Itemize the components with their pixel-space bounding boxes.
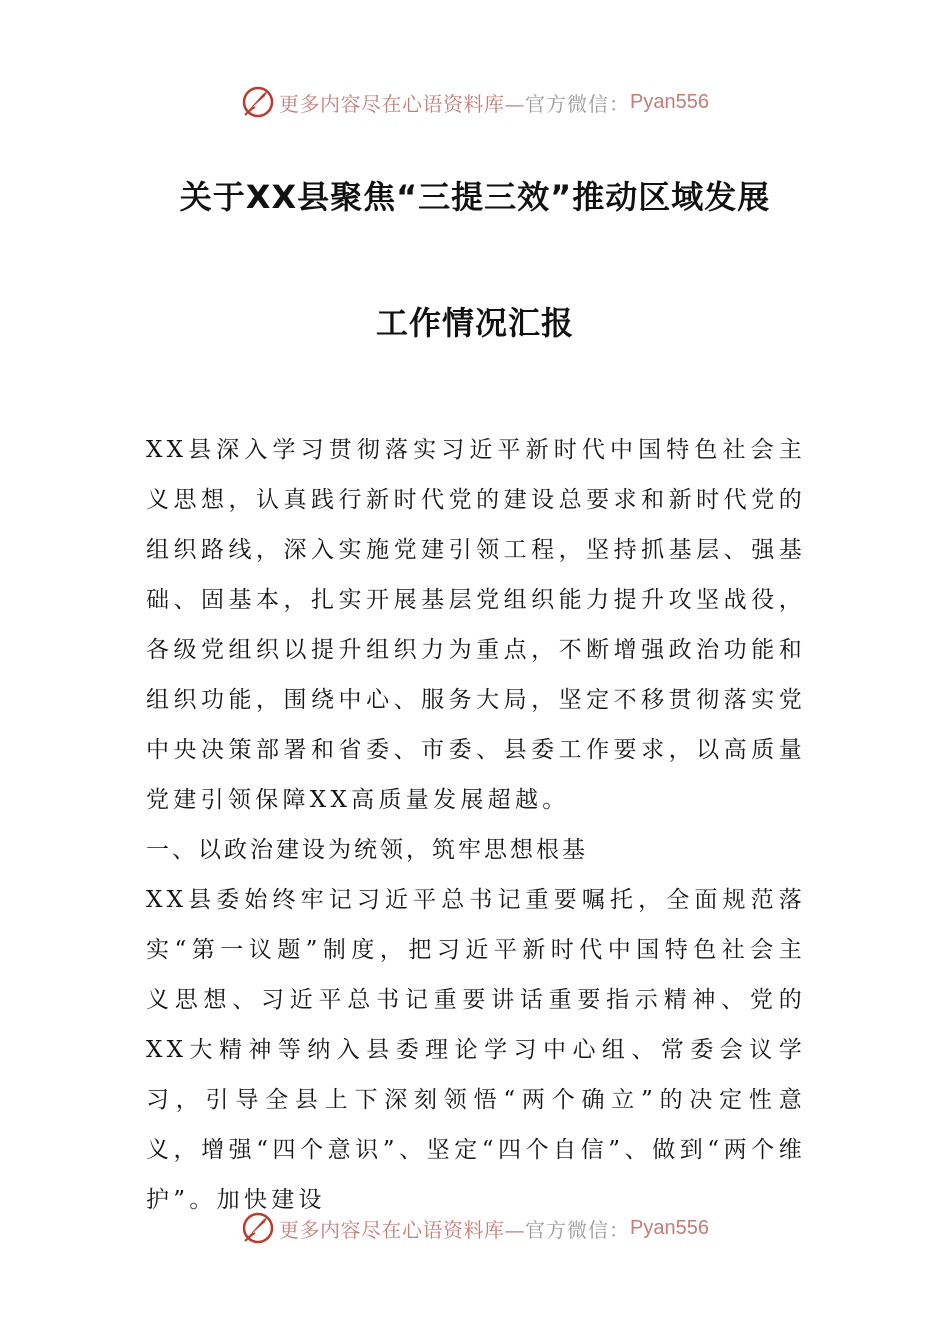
document-title-line1: 关于XX县聚焦“三提三效”推动区域发展 [179,178,771,216]
section1-heading: 一、以政治建设为统领，筑牢思想根基 [146,837,588,863]
watermark-wechat-label: 官方微信： [525,91,631,116]
watermark-wechat-label: 官方微信： [525,1217,631,1242]
watermark-banner-bottom [0,1208,950,1248]
document-body [146,425,806,1225]
document-title-line2: 工作情况汇报 [375,304,574,342]
watermark-handle: Pyan556 [630,90,709,113]
watermark-banner-top [0,82,950,122]
intro-paragraph: XX县深入学习贯彻落实习近平新时代中国特色社会主义思想，认真践行新时代党的建设总要求和新时代党的组织路线，深入实施党建引领工程，坚持抓基层、强基础、固基本，扎实开展基层党组织能力提升攻坚战役，各级党组织以提升组织力为重点，不断增强政治功能和组织功能，围绕中心、服务大局，坚定不移贯彻落实党中央决策部署和省委、市委、县委工作要求，以高质量党建引领保障XX高质量发展超越。 [146,437,806,813]
quill-logo-icon [241,85,275,119]
watermark-slogan: 更多内容尽在心语资料库— [279,1217,526,1242]
quill-logo-icon [241,1211,275,1245]
watermark-slogan: 更多内容尽在心语资料库— [279,91,526,116]
watermark-handle: Pyan556 [630,1216,709,1239]
section1-paragraph: XX县委始终牢记习近平总书记重要嘱托，全面规范落实“第一议题”制度，把习近平新时代中国特色社会主义思想、习近平总书记重要讲话重要指示精神、党的XX大精神等纳入县委理论学习中心组、常委会议学习，引导全县上下深刻领悟“两个确立”的决定性意义，增强“四个意识”、坚定“四个自信”、做到“两个维护”。加快建设 [146,887,806,1213]
